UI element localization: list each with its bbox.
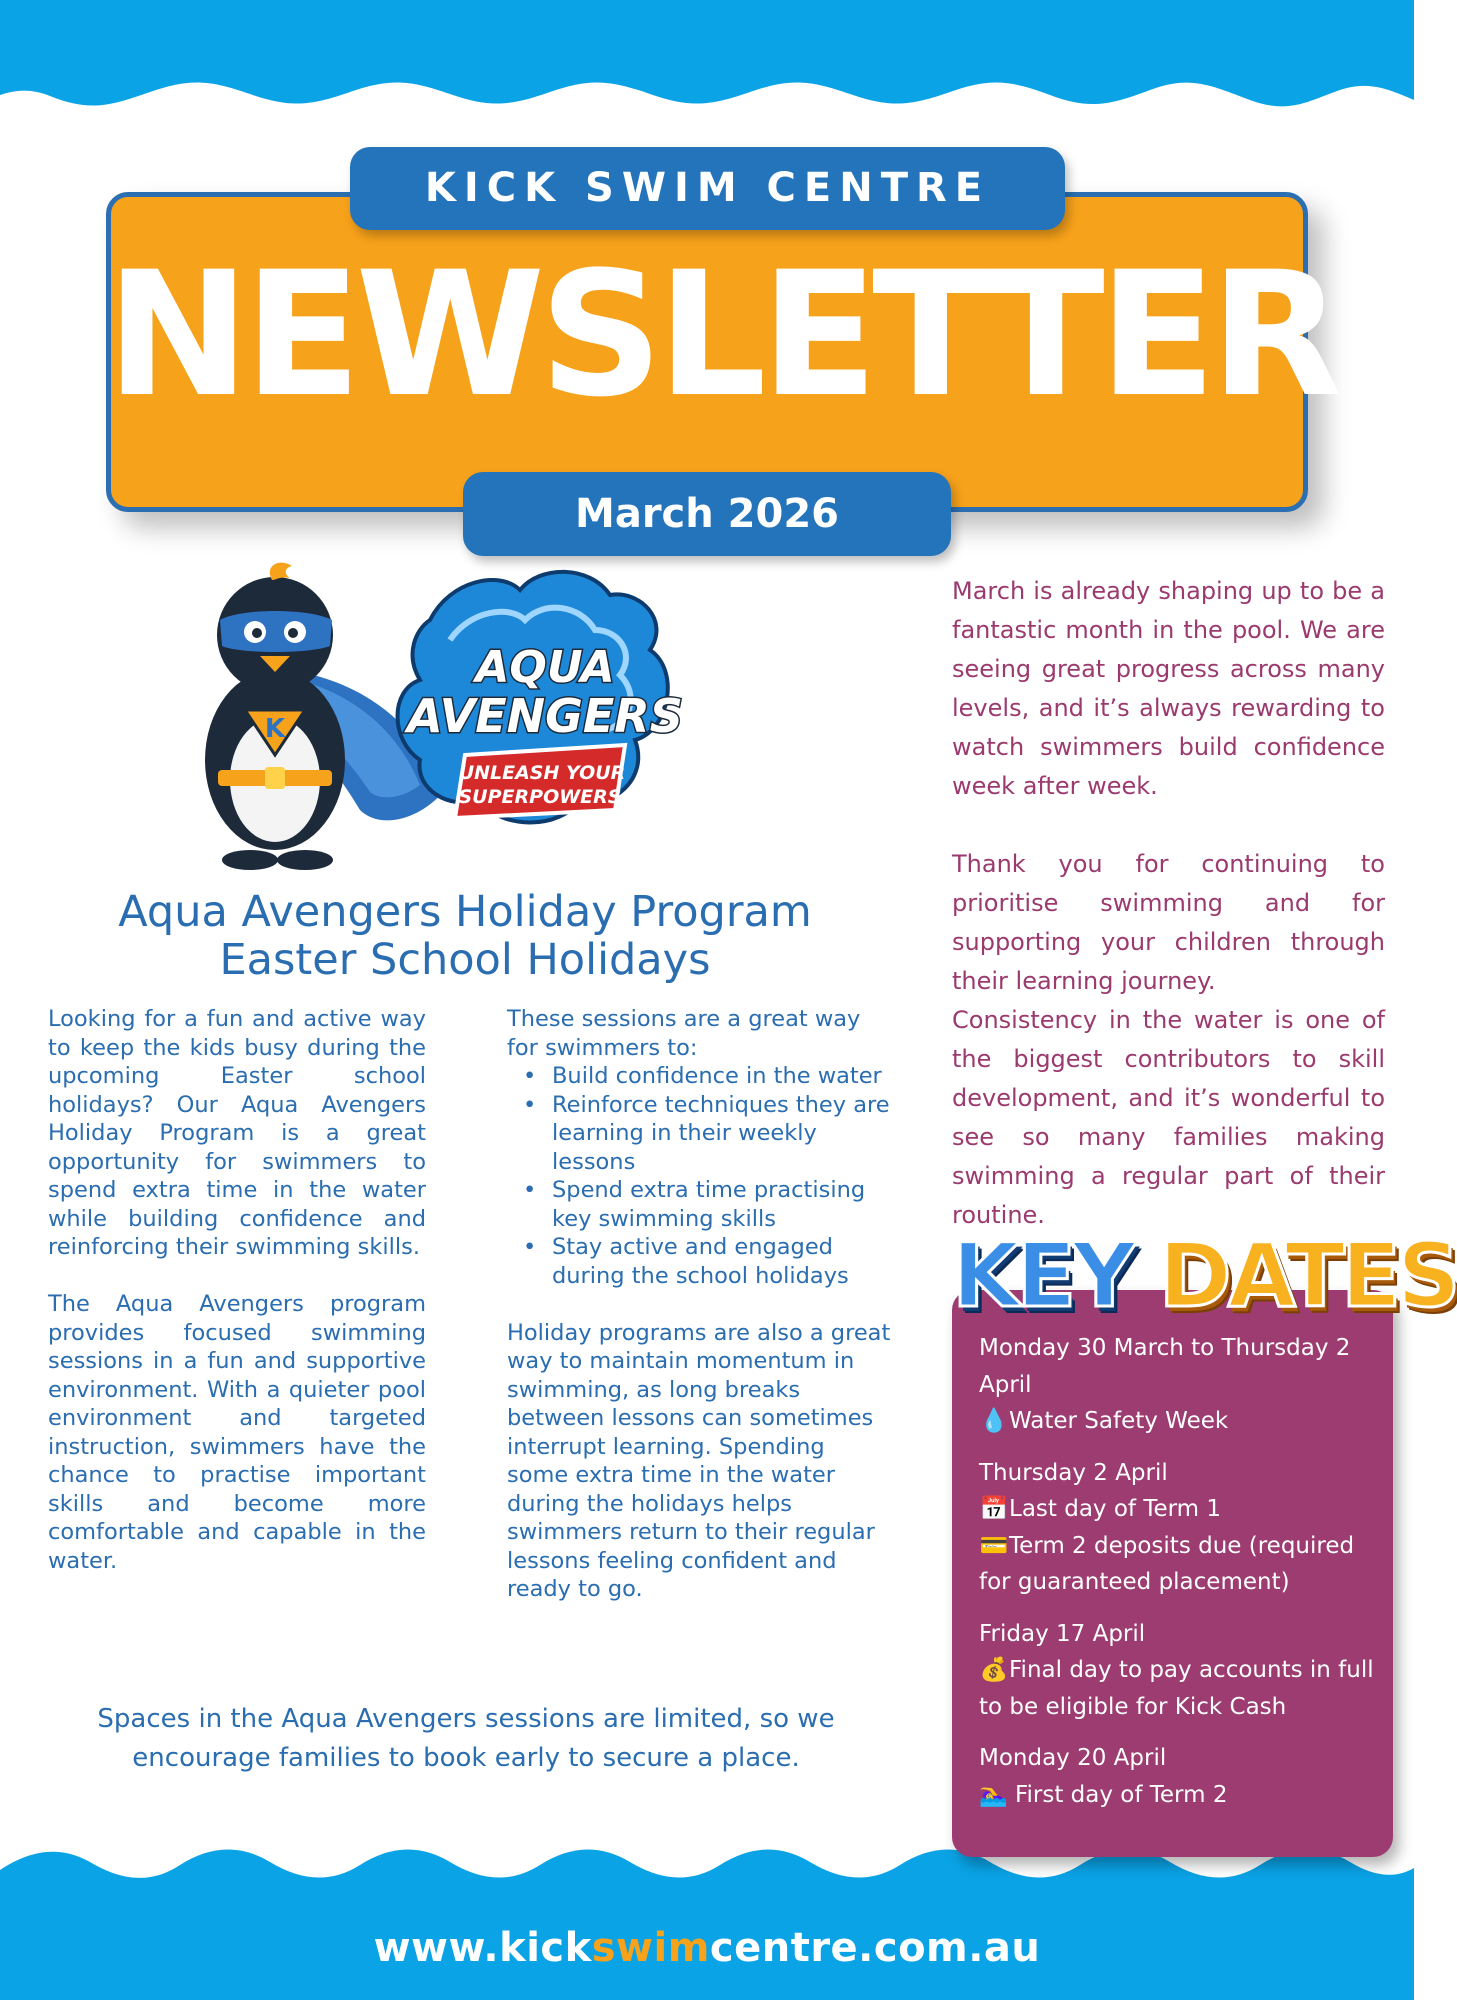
key-date-item — [979, 1330, 1379, 1440]
website-link[interactable] — [0, 1925, 1414, 1971]
svg-text:SUPERPOWERS: SUPERPOWERS — [458, 786, 622, 808]
program-paragraph: The Aqua Avengers program provides focused swimming sessions in a fun and supportive environment. With a quieter pool environment and targeted instruction, swimmers have the chance to practise important skills and become more comfortable and capable in the water. — [48, 1291, 426, 1574]
program-column-left — [48, 1005, 426, 1604]
intro-paragraph: Thank you for continuing to prioritise swimming and for supporting your children through their learning journey. — [952, 850, 1385, 995]
key-dates-heading-key: KEY — [952, 1224, 1133, 1327]
credit-card-icon: 💳 — [979, 1532, 1009, 1559]
benefit-item: • Build confidence in the water — [507, 1062, 892, 1091]
intro-paragraph: March is already shaping up to be a fantastic month in the pool. We are seeing great progress across many levels, and it’s always rewarding to watch swimmers build confidence week after week. — [952, 577, 1385, 800]
key-date-date: Thursday 2 April — [979, 1459, 1168, 1486]
key-dates-heading — [952, 1224, 1457, 1327]
key-date-note-text: Water Safety Week — [1009, 1408, 1229, 1434]
issue-date-pill: March 2026 — [463, 472, 951, 556]
calendar-icon: 📅 — [979, 1496, 1009, 1522]
program-paragraph: Looking for a fun and active way to keep the kids busy during the upcoming Easter school holidays? Our Aqua Avengers Holiday Program is a great opportunity for swimmers to spend extra time in the water while building confidence and reinforcing their swimming skills. — [48, 1006, 426, 1260]
key-date-date: Monday 20 April — [979, 1745, 1167, 1771]
intro-paragraph: Consistency in the water is one of the biggest contributors to skill development, and it’s wonderful to see so many families making swimming a regular part of their routine. — [952, 1006, 1385, 1229]
program-paragraph: Holiday programs are also a great way to maintain momentum in swimming, as long breaks between lessons can sometimes interrupt learning. Spending some extra time in the water during the holidays helps swimmers return to their regular lessons feeling confident and ready to go. — [507, 1319, 891, 1602]
key-date-note — [979, 1777, 1379, 1814]
booking-note: Spaces in the Aqua Avengers sessions are limited, so we encourage families to book early to secure a place. — [97, 1704, 835, 1773]
key-dates-list — [979, 1330, 1379, 1828]
benefit-item: • Spend extra time practising key swimming skills — [507, 1176, 892, 1233]
program-title-line2: Easter School Holidays — [219, 935, 711, 985]
svg-text:AQUA: AQUA — [475, 642, 615, 693]
key-date-note — [979, 1528, 1379, 1601]
swimmer-icon: 🏊‍♀️ — [979, 1781, 1008, 1808]
key-date-date: Monday 30 March to Thursday 2 April — [979, 1335, 1351, 1398]
website-url-part: centre.com.au — [709, 1925, 1041, 1971]
svg-text:AVENGERS: AVENGERS — [407, 689, 683, 743]
newsletter-title: NEWSLETTER — [106, 234, 1337, 435]
key-date-item — [979, 1455, 1379, 1601]
key-date-item — [979, 1616, 1379, 1726]
svg-text:K: K — [264, 714, 286, 744]
program-column-right — [507, 1005, 892, 1632]
key-date-note-text: Term 2 deposits due (required for guaranteed placement) — [979, 1532, 1355, 1595]
benefits-list — [507, 1062, 892, 1290]
svg-text:UNLEASH YOUR: UNLEASH YOUR — [458, 762, 626, 784]
website-url-accent: swim — [591, 1925, 710, 1971]
money-bag-icon: 💰 — [979, 1657, 1009, 1683]
key-date-note — [979, 1652, 1379, 1725]
benefits-intro: These sessions are a great way for swimmers to: — [507, 1006, 861, 1061]
brand-name-pill: KICK SWIM CENTRE — [350, 147, 1065, 230]
aqua-avengers-logo — [398, 572, 683, 823]
intro-text — [952, 572, 1385, 1235]
benefit-item: • Reinforce techniques they are learning in their weekly lessons — [507, 1091, 892, 1177]
key-date-note-text: First day of Term 2 — [1014, 1781, 1228, 1808]
key-date-note-text: Final day to pay accounts in full to be eligible for Kick Cash — [979, 1657, 1374, 1720]
program-title — [40, 888, 890, 984]
top-wave-decoration — [0, 0, 1414, 130]
key-date-note — [979, 1403, 1379, 1440]
bottom-wave-decoration — [0, 1840, 1414, 2000]
key-date-note-text: Last day of Term 1 — [1009, 1496, 1222, 1522]
key-date-item — [979, 1740, 1379, 1813]
key-date-date: Friday 17 April — [979, 1620, 1146, 1647]
water-drop-icon: 💧 — [979, 1408, 1009, 1434]
website-url-part: www.kick — [373, 1925, 592, 1971]
key-date-note — [979, 1491, 1379, 1528]
program-title-line1: Aqua Avengers Holiday Program — [118, 887, 812, 937]
key-dates-heading-dates: DATES — [1158, 1224, 1457, 1327]
benefit-item: • Stay active and engaged during the school holidays — [507, 1233, 892, 1290]
aqua-avengers-graphic — [180, 560, 740, 880]
